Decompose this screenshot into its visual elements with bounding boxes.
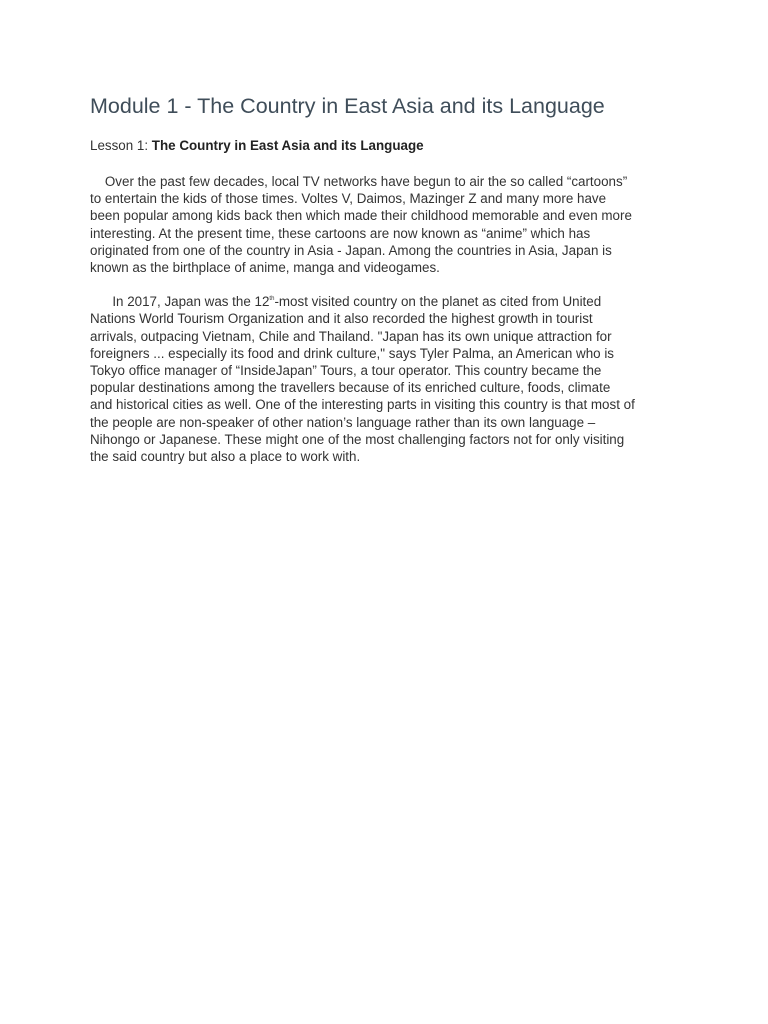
paragraph-2-line: popular destinations among the travellers because of its enriched culture, foods, climate [90, 380, 611, 396]
lesson-heading [90, 137, 690, 155]
document-page [90, 92, 690, 465]
paragraph-1-line: originated from one of the country in Asia - Japan. Among the countries in Asia, Japan is [90, 242, 612, 258]
paragraph-1-line: been popular among kids back then which made their childhood memorable and even more [90, 208, 632, 224]
ordinal-suffix: th [269, 296, 275, 303]
paragraph-2-line: Tokyo office manager of “InsideJapan” Tours, a tour operator. This country became the [90, 363, 602, 379]
paragraph-2-first-line [90, 293, 690, 310]
paragraph-2-line: arrivals, outpacing Vietnam, Chile and Thailand. "Japan has its own unique attraction for [90, 328, 612, 344]
paragraph-2 [90, 293, 690, 465]
paragraph-1-line: known as the birthplace of anime, manga and videogames. [90, 260, 440, 276]
paragraph-1-line: to entertain the kids of those times. Voltes V, Daimos, Mazinger Z and many more have [90, 191, 607, 207]
module-title: Module 1 - The Country in East Asia and its Language [90, 94, 605, 118]
lesson-prefix: Lesson 1: [90, 138, 152, 153]
paragraph-2-line: the people are non-speaker of other nation’s language rather than its own language – [90, 414, 596, 430]
paragraph-2-lead-rest: -most visited country on the planet as cited from United [274, 294, 602, 310]
lesson-title: The Country in East Asia and its Language [151, 138, 424, 153]
paragraph-2-lead: In 2017, Japan was the 12 [90, 294, 270, 310]
paragraph-2-line: Nations World Tourism Organization and it also recorded the highest growth in tourist [90, 311, 593, 327]
paragraph-2-line: foreigners ... especially its food and drink culture," says Tyler Palma, an American who is [90, 345, 615, 361]
paragraph-2-line: Nihongo or Japanese. These might one of the most challenging factors not for only visiting [90, 431, 625, 447]
paragraph-2-line: the said country but also a place to work with. [90, 449, 361, 465]
paragraph-1 [90, 173, 690, 276]
paragraph-1-line: interesting. At the present time, these cartoons are now known as “anime” which has [90, 225, 591, 241]
paragraph-1-line: Over the past few decades, local TV networks have begun to air the so called “cartoons” [90, 174, 628, 189]
paragraph-2-line: and historical cities as well. One of the interesting parts in visiting this country is that most of [90, 397, 635, 413]
